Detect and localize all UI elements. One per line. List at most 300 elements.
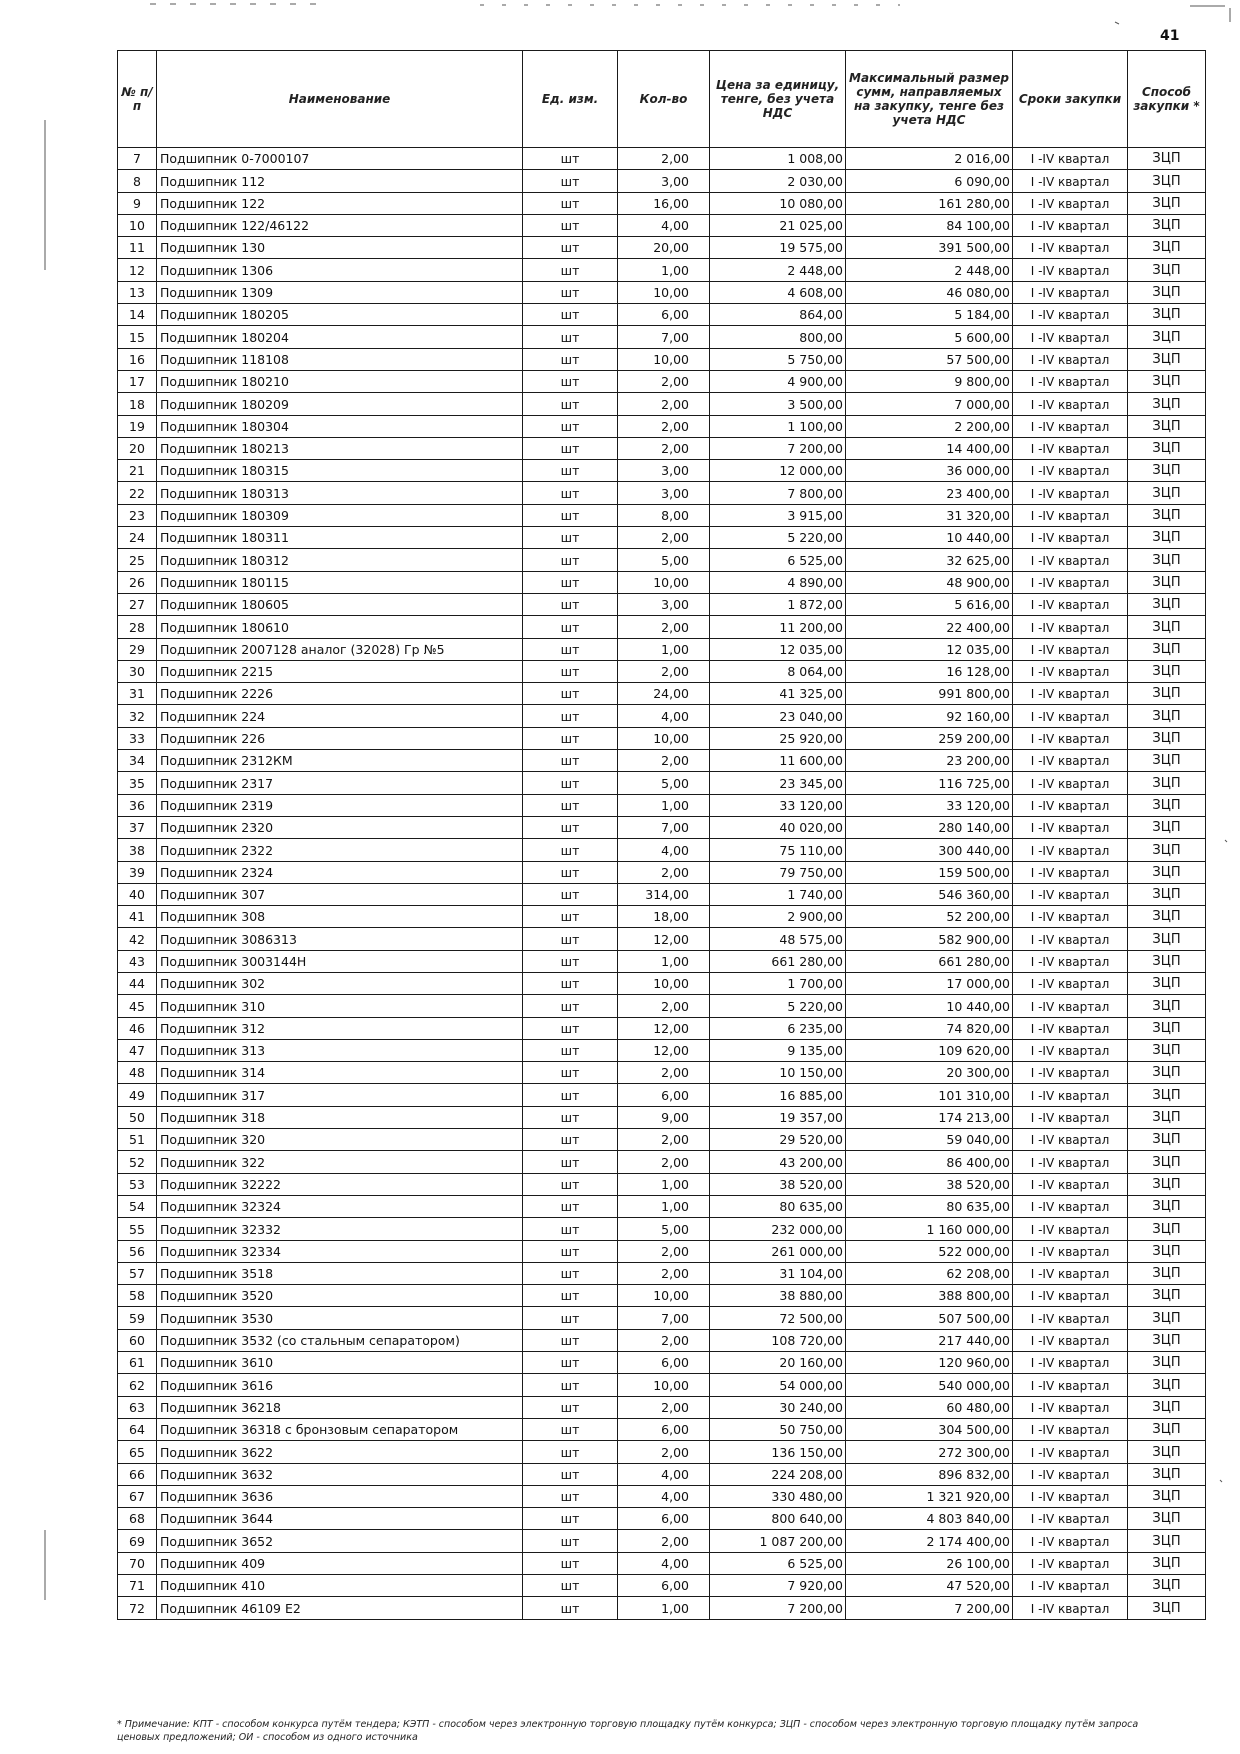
procurement-method-cell: ЗЦП (1128, 1218, 1206, 1240)
item-name: Подшипник 312 (157, 1017, 523, 1039)
procurement-period-cell: I -IV квартал (1013, 1552, 1128, 1574)
unit-price-cell: 1 700,00 (710, 972, 846, 994)
item-name: Подшипник 307 (157, 883, 523, 905)
quantity-cell: 20,00 (618, 237, 710, 259)
procurement-period-cell: I -IV квартал (1013, 750, 1128, 772)
procurement-period-cell: I -IV квартал (1013, 1485, 1128, 1507)
procurement-period-cell: I -IV квартал (1013, 1039, 1128, 1061)
unit-cell: шт (523, 794, 618, 816)
quantity-cell: 10,00 (618, 1374, 710, 1396)
procurement-period-cell: I -IV квартал (1013, 1218, 1128, 1240)
unit-price-cell: 661 280,00 (710, 950, 846, 972)
procurement-period-cell: I -IV квартал (1013, 1240, 1128, 1262)
header-max: Максимальный размер сумм, направляемых на закупку, тенге без учета НДС (846, 51, 1013, 148)
row-number: 12 (118, 259, 157, 281)
unit-cell: шт (523, 1530, 618, 1552)
quantity-cell: 18,00 (618, 906, 710, 928)
item-name: Подшипник 224 (157, 705, 523, 727)
row-number: 57 (118, 1262, 157, 1284)
row-number: 42 (118, 928, 157, 950)
unit-price-cell: 11 600,00 (710, 750, 846, 772)
table-row (118, 571, 1206, 593)
procurement-period-cell: I -IV квартал (1013, 1173, 1128, 1195)
unit-cell: шт (523, 571, 618, 593)
procurement-period-cell: I -IV квартал (1013, 660, 1128, 682)
table-row (118, 214, 1206, 236)
table-row (118, 638, 1206, 660)
unit-cell: шт (523, 1441, 618, 1463)
item-name: Подшипник 3616 (157, 1374, 523, 1396)
quantity-cell: 12,00 (618, 928, 710, 950)
unit-cell: шт (523, 304, 618, 326)
item-name: Подшипник 180312 (157, 549, 523, 571)
item-name: Подшипник 410 (157, 1575, 523, 1597)
procurement-period-cell: I -IV квартал (1013, 1575, 1128, 1597)
row-number: 64 (118, 1418, 157, 1440)
row-number: 7 (118, 148, 157, 170)
procurement-period-cell: I -IV квартал (1013, 995, 1128, 1017)
unit-cell: шт (523, 1285, 618, 1307)
unit-price-cell: 4 900,00 (710, 370, 846, 392)
procurement-method-cell: ЗЦП (1128, 972, 1206, 994)
table-row (118, 750, 1206, 772)
item-name: Подшипник 2007128 аналог (32028) Гр №5 (157, 638, 523, 660)
procurement-method-cell: ЗЦП (1128, 1530, 1206, 1552)
item-name: Подшипник 180204 (157, 326, 523, 348)
unit-cell: шт (523, 928, 618, 950)
quantity-cell: 12,00 (618, 1017, 710, 1039)
max-amount-cell: 272 300,00 (846, 1441, 1013, 1463)
unit-price-cell: 16 885,00 (710, 1084, 846, 1106)
unit-cell: шт (523, 1039, 618, 1061)
row-number: 71 (118, 1575, 157, 1597)
table-row (118, 1129, 1206, 1151)
row-number: 40 (118, 883, 157, 905)
row-number: 22 (118, 482, 157, 504)
item-name: Подшипник 3644 (157, 1508, 523, 1530)
max-amount-cell: 47 520,00 (846, 1575, 1013, 1597)
max-amount-cell: 60 480,00 (846, 1396, 1013, 1418)
procurement-period-cell: I -IV квартал (1013, 593, 1128, 615)
procurement-method-cell: ЗЦП (1128, 527, 1206, 549)
quantity-cell: 5,00 (618, 1218, 710, 1240)
quantity-cell: 10,00 (618, 348, 710, 370)
procurement-period-cell: I -IV квартал (1013, 1262, 1128, 1284)
quantity-cell: 3,00 (618, 593, 710, 615)
row-number: 41 (118, 906, 157, 928)
quantity-cell: 2,00 (618, 370, 710, 392)
item-name: Подшипник 118108 (157, 348, 523, 370)
table-row (118, 1240, 1206, 1262)
unit-price-cell: 43 200,00 (710, 1151, 846, 1173)
table-row (118, 995, 1206, 1017)
page-number: 41 (1160, 28, 1180, 44)
max-amount-cell: 522 000,00 (846, 1240, 1013, 1262)
row-number: 20 (118, 437, 157, 459)
unit-cell: шт (523, 638, 618, 660)
unit-price-cell: 30 240,00 (710, 1396, 846, 1418)
max-amount-cell: 896 832,00 (846, 1463, 1013, 1485)
row-number: 63 (118, 1396, 157, 1418)
max-amount-cell: 582 900,00 (846, 928, 1013, 950)
quantity-cell: 2,00 (618, 148, 710, 170)
max-amount-cell: 26 100,00 (846, 1552, 1013, 1574)
row-number: 72 (118, 1597, 157, 1619)
unit-price-cell: 29 520,00 (710, 1129, 846, 1151)
procurement-method-cell: ЗЦП (1128, 995, 1206, 1017)
max-amount-cell: 57 500,00 (846, 348, 1013, 370)
item-name: Подшипник 3518 (157, 1262, 523, 1284)
max-amount-cell: 14 400,00 (846, 437, 1013, 459)
table-row (118, 170, 1206, 192)
quantity-cell: 2,00 (618, 1441, 710, 1463)
max-amount-cell: 120 960,00 (846, 1352, 1013, 1374)
table-row (118, 415, 1206, 437)
quantity-cell: 12,00 (618, 1039, 710, 1061)
item-name: Подшипник 180210 (157, 370, 523, 392)
unit-cell: шт (523, 415, 618, 437)
max-amount-cell: 74 820,00 (846, 1017, 1013, 1039)
procurement-method-cell: ЗЦП (1128, 839, 1206, 861)
max-amount-cell: 7 200,00 (846, 1597, 1013, 1619)
unit-price-cell: 5 750,00 (710, 348, 846, 370)
unit-cell: шт (523, 1218, 618, 1240)
table-row (118, 1285, 1206, 1307)
procurement-method-cell: ЗЦП (1128, 816, 1206, 838)
footnote: * Примечание: КПТ - способом конкурса путём тендера; КЭТП - способом через электронную торговую площадку путём конкурса; ЗЦП - способом через электронную торговую площадку путём запроса ценовых предложений; ОИ - способом из одного источника (117, 1719, 1139, 1743)
table-row (118, 660, 1206, 682)
procurement-period-cell: I -IV квартал (1013, 1285, 1128, 1307)
table-row (118, 1441, 1206, 1463)
table-row (118, 1508, 1206, 1530)
table-row (118, 304, 1206, 326)
procurement-method-cell: ЗЦП (1128, 750, 1206, 772)
procurement-method-cell: ЗЦП (1128, 1441, 1206, 1463)
unit-cell: шт (523, 1396, 618, 1418)
max-amount-cell: 33 120,00 (846, 794, 1013, 816)
max-amount-cell: 23 200,00 (846, 750, 1013, 772)
item-name: Подшипник 2317 (157, 772, 523, 794)
quantity-cell: 2,00 (618, 1262, 710, 1284)
max-amount-cell: 4 803 840,00 (846, 1508, 1013, 1530)
procurement-method-cell: ЗЦП (1128, 1062, 1206, 1084)
item-name: Подшипник 180213 (157, 437, 523, 459)
table-row (118, 1329, 1206, 1351)
table-row (118, 1307, 1206, 1329)
row-number: 62 (118, 1374, 157, 1396)
header-name: Наименование (157, 51, 523, 148)
procurement-period-cell: I -IV квартал (1013, 304, 1128, 326)
unit-price-cell: 31 104,00 (710, 1262, 846, 1284)
procurement-period-cell: I -IV квартал (1013, 259, 1128, 281)
procurement-period-cell: I -IV квартал (1013, 214, 1128, 236)
unit-price-cell: 41 325,00 (710, 683, 846, 705)
unit-cell: шт (523, 683, 618, 705)
procurement-period-cell: I -IV квартал (1013, 794, 1128, 816)
item-name: Подшипник 318 (157, 1106, 523, 1128)
quantity-cell: 2,00 (618, 527, 710, 549)
item-name: Подшипник 112 (157, 170, 523, 192)
max-amount-cell: 217 440,00 (846, 1329, 1013, 1351)
unit-cell: шт (523, 1374, 618, 1396)
procurement-method-cell: ЗЦП (1128, 883, 1206, 905)
quantity-cell: 7,00 (618, 1307, 710, 1329)
procurement-method-cell: ЗЦП (1128, 1374, 1206, 1396)
table-row (118, 1039, 1206, 1061)
row-number: 44 (118, 972, 157, 994)
row-number: 13 (118, 281, 157, 303)
header-unit: Ед. изм. (523, 51, 618, 148)
row-number: 68 (118, 1508, 157, 1530)
procurement-period-cell: I -IV квартал (1013, 1151, 1128, 1173)
row-number: 23 (118, 504, 157, 526)
quantity-cell: 1,00 (618, 1173, 710, 1195)
unit-price-cell: 6 525,00 (710, 1552, 846, 1574)
procurement-period-cell: I -IV квартал (1013, 1195, 1128, 1217)
item-name: Подшипник 3636 (157, 1485, 523, 1507)
unit-price-cell: 10 080,00 (710, 192, 846, 214)
item-name: Подшипник 313 (157, 1039, 523, 1061)
procurement-method-cell: ЗЦП (1128, 1463, 1206, 1485)
quantity-cell: 1,00 (618, 1195, 710, 1217)
table-row (118, 437, 1206, 459)
procurement-method-cell: ЗЦП (1128, 1552, 1206, 1574)
quantity-cell: 3,00 (618, 482, 710, 504)
quantity-cell: 2,00 (618, 415, 710, 437)
procurement-method-cell: ЗЦП (1128, 1307, 1206, 1329)
quantity-cell: 6,00 (618, 1352, 710, 1374)
row-number: 16 (118, 348, 157, 370)
unit-price-cell: 5 220,00 (710, 995, 846, 1017)
row-number: 31 (118, 683, 157, 705)
max-amount-cell: 16 128,00 (846, 660, 1013, 682)
procurement-period-cell: I -IV квартал (1013, 437, 1128, 459)
quantity-cell: 10,00 (618, 281, 710, 303)
procurement-period-cell: I -IV квартал (1013, 170, 1128, 192)
max-amount-cell: 991 800,00 (846, 683, 1013, 705)
item-name: Подшипник 317 (157, 1084, 523, 1106)
unit-price-cell: 4 608,00 (710, 281, 846, 303)
item-name: Подшипник 2226 (157, 683, 523, 705)
unit-price-cell: 12 035,00 (710, 638, 846, 660)
procurement-method-cell: ЗЦП (1128, 504, 1206, 526)
procurement-method-cell: ЗЦП (1128, 861, 1206, 883)
quantity-cell: 2,00 (618, 750, 710, 772)
row-number: 27 (118, 593, 157, 615)
unit-cell: шт (523, 237, 618, 259)
procurement-method-cell: ЗЦП (1128, 326, 1206, 348)
unit-price-cell: 800 640,00 (710, 1508, 846, 1530)
unit-price-cell: 12 000,00 (710, 460, 846, 482)
quantity-cell: 24,00 (618, 683, 710, 705)
row-number: 26 (118, 571, 157, 593)
unit-price-cell: 108 720,00 (710, 1329, 846, 1351)
table-row (118, 1084, 1206, 1106)
header-method: Способ закупки * (1128, 51, 1206, 148)
max-amount-cell: 546 360,00 (846, 883, 1013, 905)
unit-cell: шт (523, 326, 618, 348)
quantity-cell: 5,00 (618, 549, 710, 571)
unit-cell: шт (523, 504, 618, 526)
procurement-method-cell: ЗЦП (1128, 549, 1206, 571)
procurement-period-cell: I -IV квартал (1013, 1597, 1128, 1619)
quantity-cell: 4,00 (618, 1485, 710, 1507)
unit-cell: шт (523, 148, 618, 170)
max-amount-cell: 161 280,00 (846, 192, 1013, 214)
unit-price-cell: 5 220,00 (710, 527, 846, 549)
row-number: 48 (118, 1062, 157, 1084)
max-amount-cell: 48 900,00 (846, 571, 1013, 593)
row-number: 21 (118, 460, 157, 482)
procurement-method-cell: ЗЦП (1128, 1396, 1206, 1418)
procurement-method-cell: ЗЦП (1128, 281, 1206, 303)
table-row (118, 148, 1206, 170)
item-name: Подшипник 36218 (157, 1396, 523, 1418)
unit-price-cell: 136 150,00 (710, 1441, 846, 1463)
table-header-row (118, 51, 1206, 148)
max-amount-cell: 109 620,00 (846, 1039, 1013, 1061)
procurement-period-cell: I -IV квартал (1013, 906, 1128, 928)
row-number: 32 (118, 705, 157, 727)
procurement-method-cell: ЗЦП (1128, 437, 1206, 459)
max-amount-cell: 17 000,00 (846, 972, 1013, 994)
procurement-method-cell: ЗЦП (1128, 393, 1206, 415)
unit-price-cell: 75 110,00 (710, 839, 846, 861)
item-name: Подшипник 130 (157, 237, 523, 259)
unit-price-cell: 261 000,00 (710, 1240, 846, 1262)
max-amount-cell: 259 200,00 (846, 727, 1013, 749)
procurement-method-cell: ЗЦП (1128, 1285, 1206, 1307)
unit-price-cell: 10 150,00 (710, 1062, 846, 1084)
procurement-period-cell: I -IV квартал (1013, 1441, 1128, 1463)
unit-cell: шт (523, 1485, 618, 1507)
table-row (118, 1597, 1206, 1619)
procurement-method-cell: ЗЦП (1128, 928, 1206, 950)
item-name: Подшипник 3532 (со стальным сепаратором) (157, 1329, 523, 1351)
procurement-period-cell: I -IV квартал (1013, 883, 1128, 905)
unit-price-cell: 21 025,00 (710, 214, 846, 236)
row-number: 65 (118, 1441, 157, 1463)
row-number: 43 (118, 950, 157, 972)
row-number: 53 (118, 1173, 157, 1195)
procurement-period-cell: I -IV квартал (1013, 326, 1128, 348)
quantity-cell: 2,00 (618, 1129, 710, 1151)
item-name: Подшипник 2324 (157, 861, 523, 883)
quantity-cell: 1,00 (618, 1597, 710, 1619)
row-number: 66 (118, 1463, 157, 1485)
unit-price-cell: 224 208,00 (710, 1463, 846, 1485)
quantity-cell: 3,00 (618, 460, 710, 482)
item-name: Подшипник 46109 Е2 (157, 1597, 523, 1619)
procurement-method-cell: ЗЦП (1128, 1485, 1206, 1507)
unit-price-cell: 2 448,00 (710, 259, 846, 281)
unit-price-cell: 72 500,00 (710, 1307, 846, 1329)
procurement-period-cell: I -IV квартал (1013, 616, 1128, 638)
procurement-method-cell: ЗЦП (1128, 683, 1206, 705)
unit-cell: шт (523, 482, 618, 504)
table-row (118, 393, 1206, 415)
procurement-method-cell: ЗЦП (1128, 772, 1206, 794)
max-amount-cell: 2 448,00 (846, 259, 1013, 281)
procurement-period-cell: I -IV квартал (1013, 705, 1128, 727)
procurement-method-cell: ЗЦП (1128, 415, 1206, 437)
procurement-method-cell: ЗЦП (1128, 660, 1206, 682)
procurement-period-cell: I -IV квартал (1013, 1062, 1128, 1084)
quantity-cell: 2,00 (618, 437, 710, 459)
unit-price-cell: 20 160,00 (710, 1352, 846, 1374)
row-number: 19 (118, 415, 157, 437)
unit-price-cell: 48 575,00 (710, 928, 846, 950)
procurement-period-cell: I -IV квартал (1013, 772, 1128, 794)
procurement-period-cell: I -IV квартал (1013, 482, 1128, 504)
unit-price-cell: 40 020,00 (710, 816, 846, 838)
row-number: 69 (118, 1530, 157, 1552)
unit-cell: шт (523, 170, 618, 192)
quantity-cell: 2,00 (618, 660, 710, 682)
table-row (118, 861, 1206, 883)
unit-cell: шт (523, 660, 618, 682)
row-number: 25 (118, 549, 157, 571)
max-amount-cell: 391 500,00 (846, 237, 1013, 259)
table-row (118, 1151, 1206, 1173)
unit-price-cell: 2 030,00 (710, 170, 846, 192)
max-amount-cell: 38 520,00 (846, 1173, 1013, 1195)
unit-price-cell: 1 087 200,00 (710, 1530, 846, 1552)
item-name: Подшипник 3610 (157, 1352, 523, 1374)
table-row (118, 705, 1206, 727)
max-amount-cell: 388 800,00 (846, 1285, 1013, 1307)
unit-price-cell: 6 235,00 (710, 1017, 846, 1039)
quantity-cell: 10,00 (618, 972, 710, 994)
quantity-cell: 16,00 (618, 192, 710, 214)
unit-cell: шт (523, 772, 618, 794)
item-name: Подшипник 3520 (157, 1285, 523, 1307)
row-number: 49 (118, 1084, 157, 1106)
procurement-method-cell: ЗЦП (1128, 304, 1206, 326)
unit-price-cell: 800,00 (710, 326, 846, 348)
procurement-method-cell: ЗЦП (1128, 1017, 1206, 1039)
procurement-period-cell: I -IV квартал (1013, 348, 1128, 370)
procurement-method-cell: ЗЦП (1128, 348, 1206, 370)
max-amount-cell: 507 500,00 (846, 1307, 1013, 1329)
unit-cell: шт (523, 816, 618, 838)
row-number: 55 (118, 1218, 157, 1240)
procurement-period-cell: I -IV квартал (1013, 1106, 1128, 1128)
item-name: Подшипник 0-7000107 (157, 148, 523, 170)
item-name: Подшипник 320 (157, 1129, 523, 1151)
procurement-period-cell: I -IV квартал (1013, 281, 1128, 303)
quantity-cell: 2,00 (618, 393, 710, 415)
unit-price-cell: 3 500,00 (710, 393, 846, 415)
quantity-cell: 4,00 (618, 1463, 710, 1485)
item-name: Подшипник 2312КМ (157, 750, 523, 772)
row-number: 35 (118, 772, 157, 794)
max-amount-cell: 1 160 000,00 (846, 1218, 1013, 1240)
unit-price-cell: 7 200,00 (710, 437, 846, 459)
max-amount-cell: 59 040,00 (846, 1129, 1013, 1151)
procurement-method-cell: ЗЦП (1128, 192, 1206, 214)
unit-cell: шт (523, 1418, 618, 1440)
procurement-period-cell: I -IV квартал (1013, 237, 1128, 259)
row-number: 15 (118, 326, 157, 348)
quantity-cell: 5,00 (618, 772, 710, 794)
unit-cell: шт (523, 883, 618, 905)
procurement-period-cell: I -IV квартал (1013, 727, 1128, 749)
table-row (118, 1463, 1206, 1485)
quantity-cell: 2,00 (618, 995, 710, 1017)
table-row (118, 1218, 1206, 1240)
header-qty: Кол-во (618, 51, 710, 148)
